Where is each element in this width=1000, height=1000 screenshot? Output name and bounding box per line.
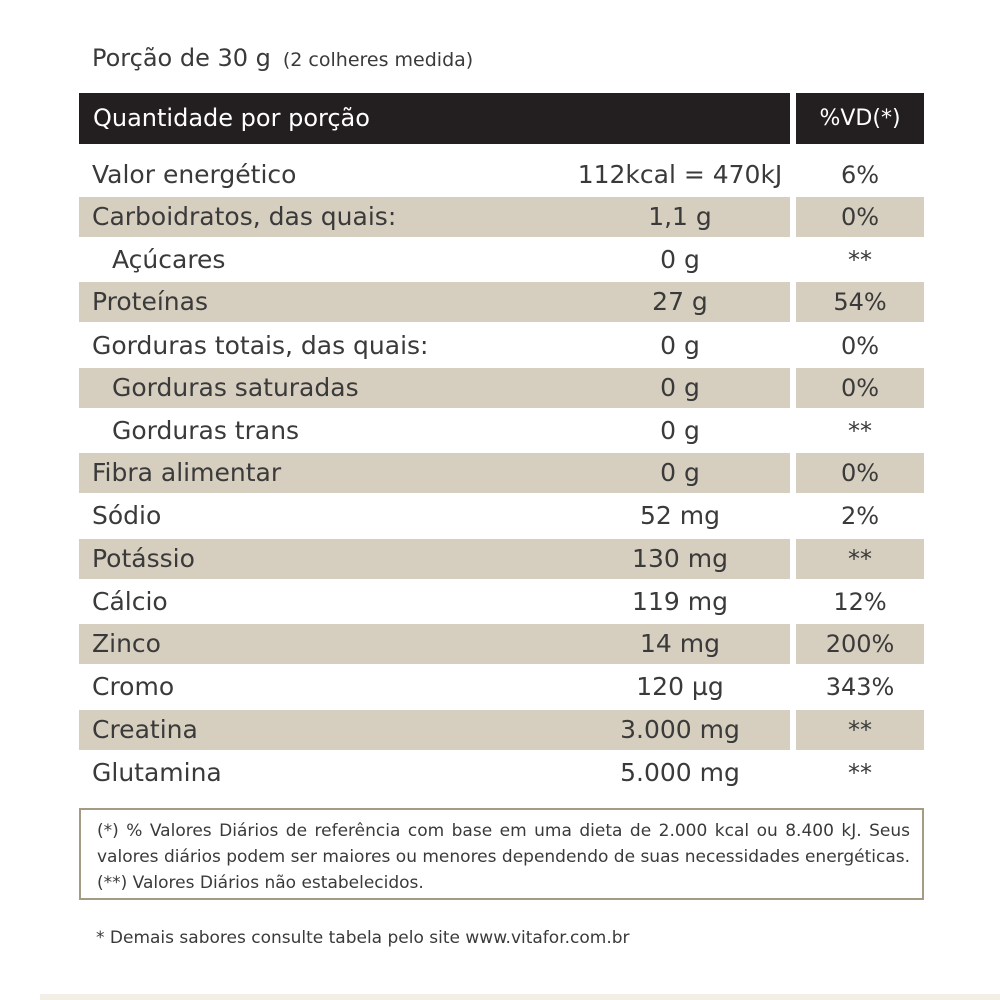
- nutrient-name: Proteínas: [92, 287, 208, 316]
- nutrient-name: Zinco: [92, 629, 161, 658]
- nutrient-daily-value: 6%: [840, 161, 880, 189]
- header-quantity: Quantidade por porção: [79, 93, 790, 144]
- nutrient-quantity: 0 g: [660, 373, 700, 402]
- nutrient-name: Glutamina: [92, 758, 222, 787]
- nutrient-quantity: 112kcal = 470kJ: [577, 160, 783, 189]
- portion-detail: (2 colheres medida): [282, 49, 474, 71]
- nutrient-quantity: 14 mg: [640, 629, 720, 658]
- nutrient-daily-value: 0%: [840, 203, 880, 231]
- table-row: [0, 282, 1000, 322]
- nutrient-quantity: 52 mg: [640, 501, 720, 530]
- nutrient-quantity: 27 g: [652, 287, 708, 316]
- table-row: [0, 753, 1000, 793]
- nutrient-name: Açúcares: [112, 245, 226, 274]
- table-row: [0, 496, 1000, 536]
- nutrient-quantity: 1,1 g: [648, 202, 712, 231]
- nutrient-daily-value: 0%: [840, 459, 880, 487]
- header-daily-value: %VD(*): [796, 93, 924, 144]
- table-row: [0, 326, 1000, 366]
- nutrient-daily-value: 2%: [840, 502, 880, 530]
- nutrient-name: Creatina: [92, 715, 198, 744]
- other-flavors-note: * Demais sabores consulte tabela pelo site www.vitafor.com.br: [96, 928, 630, 948]
- table-row: [0, 710, 1000, 750]
- table-row: [0, 155, 1000, 195]
- table-row: [0, 197, 1000, 237]
- portion-size: [92, 44, 473, 72]
- nutrient-quantity: 0 g: [660, 416, 700, 445]
- nutrient-daily-value: **: [848, 545, 872, 573]
- table-row: [0, 453, 1000, 493]
- nutrient-name: Sódio: [92, 501, 162, 530]
- nutrient-daily-value: 200%: [825, 630, 895, 658]
- nutrient-daily-value: 54%: [833, 288, 887, 316]
- table-row: [0, 539, 1000, 579]
- nutrient-quantity: 5.000 mg: [620, 758, 740, 787]
- nutrient-quantity: 3.000 mg: [620, 715, 740, 744]
- table-row: [0, 582, 1000, 622]
- nutrient-quantity: 0 g: [660, 245, 700, 274]
- nutrient-daily-value: 0%: [840, 332, 880, 360]
- nutrient-name: Cálcio: [92, 587, 168, 616]
- nutrient-name: Gorduras totais, das quais:: [92, 331, 429, 360]
- daily-value-footnote: (*) % Valores Diários de referência com base em uma dieta de 2.000 kcal ou 8.400 kJ. Seus valores diários podem ser maiores ou menores dependendo de suas necessidades energéticas. (**) Valores Diários não estabelecidos.: [79, 808, 924, 900]
- nutrient-name: Fibra alimentar: [92, 458, 282, 487]
- nutrient-daily-value: **: [848, 417, 872, 445]
- nutrient-quantity: 119 mg: [632, 587, 728, 616]
- nutrient-name: Cromo: [92, 672, 175, 701]
- table-row: [0, 624, 1000, 664]
- nutrient-daily-value: 343%: [825, 673, 895, 701]
- nutrient-daily-value: 12%: [833, 588, 887, 616]
- nutrient-name: Potássio: [92, 544, 195, 573]
- bottom-divider: [40, 994, 1000, 1000]
- portion-label: Porção de 30 g: [92, 44, 271, 72]
- nutrient-quantity: 0 g: [660, 331, 700, 360]
- nutrient-daily-value: **: [848, 716, 872, 744]
- nutrient-name: Carboidratos, das quais:: [92, 202, 397, 231]
- nutrient-quantity: 120 µg: [636, 672, 724, 701]
- table-row: [0, 368, 1000, 408]
- nutrient-quantity: 130 mg: [632, 544, 728, 573]
- nutrient-name: Gorduras trans: [112, 416, 300, 445]
- nutrient-daily-value: **: [848, 759, 872, 787]
- nutrient-daily-value: **: [848, 246, 872, 274]
- nutrient-name: Gorduras saturadas: [112, 373, 359, 402]
- nutrient-name: Valor energético: [92, 160, 297, 189]
- nutrient-daily-value: 0%: [840, 374, 880, 402]
- nutrient-quantity: 0 g: [660, 458, 700, 487]
- table-row: [0, 240, 1000, 280]
- table-row: [0, 667, 1000, 707]
- table-row: [0, 411, 1000, 451]
